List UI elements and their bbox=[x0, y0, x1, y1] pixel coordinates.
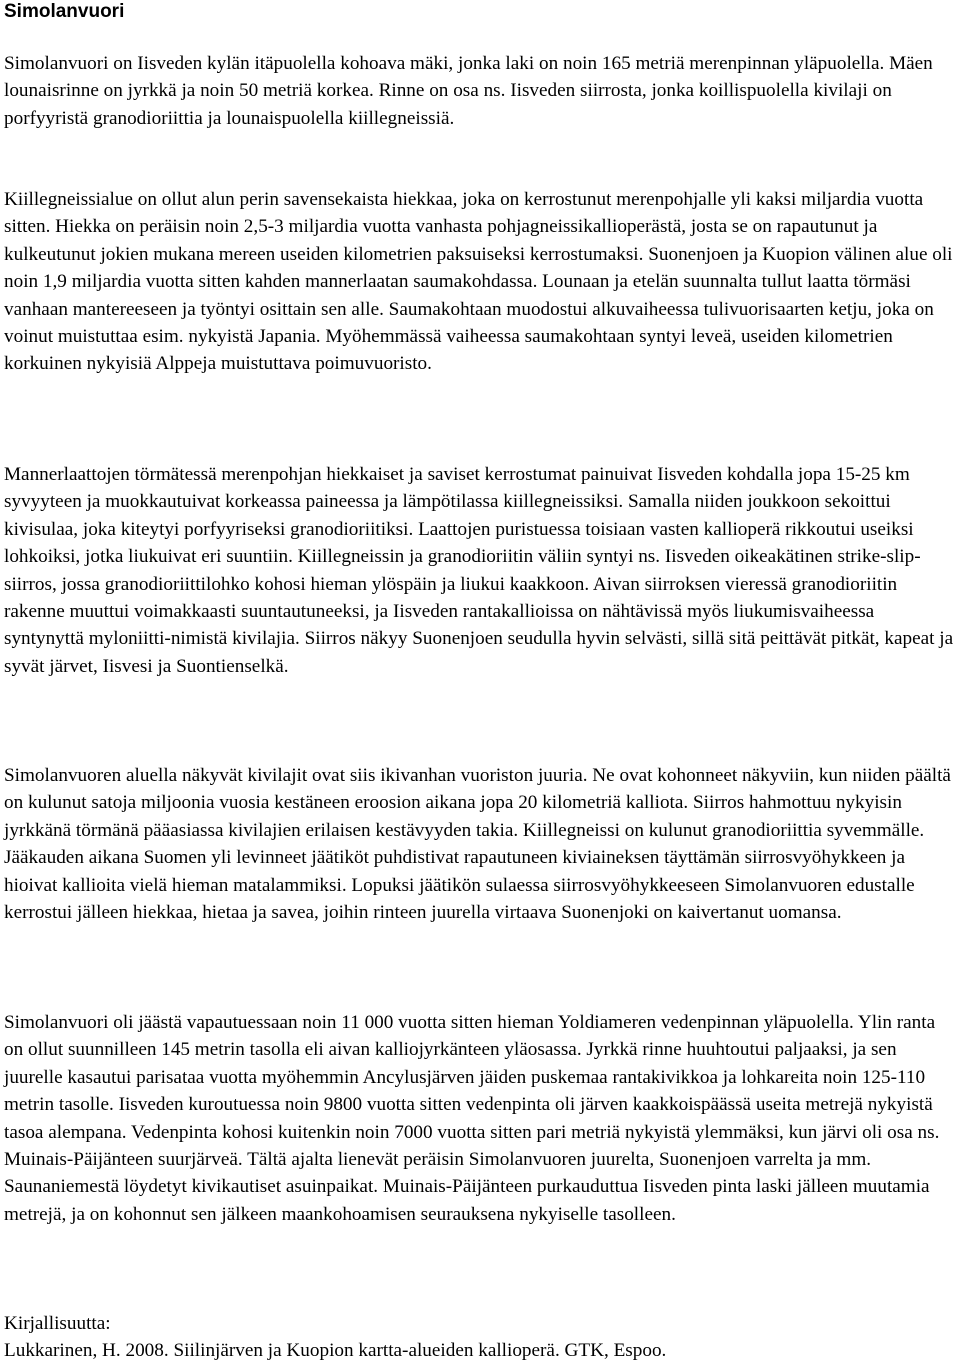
document-page bbox=[4, 0, 956, 1362]
paragraph-intro: Simolanvuori on Iisveden kylän itäpuolella kohoava mäki, jonka laki on noin 165 metriä merenpinnan yläpuolella. Mäen lounaisrinne on jyrkkä ja noin 50 metriä korkea. Rinne on osa ns. Iisveden siirrosta, jonka koillispuolella kivilaji on porfyyristä granodioriittia ja lounaispuolella kiillegneissiä. bbox=[4, 53, 933, 129]
reference-entry: Lukkarinen, H. 2008. Siilinjärven ja Kuopion kartta-alueiden kallioperä. GTK, Espoo. bbox=[4, 1340, 667, 1362]
references-section bbox=[4, 1310, 666, 1365]
paragraph-mannerlaatat: Mannerlaattojen törmätessä merenpohjan hiekkaiset ja saviset kerrostumat painuivat Iisveden kohdalla jopa 15-25 km syvyyteen ja muokkautuivat korkeassa paineessa ja lämpötilassa kiillegneissiksi. Samalla niiden joukkoon sekoittui kivisulaa, joka kiteytyi porfyyriseksi granodioriitiksi. Laattojen puristuessa toisiaan vasten kallioperä rikkoutui useiksi lohkoiksi, jotka liukuivat eri suuntiin. Kiillegneissin ja granodioriitin väliin syntyi ns. Iisveden oikeakätinen strike-slip-siirros, jossa granodioriittilohko kohosi hieman ylöspäin ja liukui kaakkoon. Aivan siirroksen vieressä granodioriitin rakenne muuttui voimakkaasti suuntautuneeksi, ja Iisveden rantakallioissa on nähtävissä myös liukumisvaiheessa syntynyttä myloniitti-nimistä kivilajia. Siirros näkyy Suonenjoen seudulla hyvin selvästi, sillä sitä peittävät pitkät, kapeat ja syvät järvet, Iisvesi ja Suontienselkä. bbox=[4, 464, 954, 677]
paragraph-kiillegneissi: Kiillegneissialue on ollut alun perin savensekaista hiekkaa, joka on kerrostunut merenpohjalle yli kaksi miljardia vuotta sitten. Hiekka on peräisin noin 2,5-3 miljardia vuotta vanhasta pohjagneissikallioperästä, josta se on rapautunut ja kulkeutunut jokien mukana mereen useiden kilometrien paksuiseksi kerrostumaksi. Suonenjoen ja Kuopion välinen alue oli noin 1,9 miljardia vuotta sitten kahden mannerlaatan saumakohdassa. Lounaan ja etelän suunnalta tullut laatta törmäsi vanhaan mantereeseen ja työntyi osittain sen alle. Saumakohtaan muodostui alkuvaiheessa tulivuorisaarten ketju, joka on voinut muistuttaa esim. nykyistä Japania. Myöhemmässä vaiheessa saumakohtaan syntyi leveä, useiden kilometrien korkuinen nykyisiä Alppeja muistuttava poimuvuoristo. bbox=[4, 189, 953, 375]
page-title: Simolanvuori bbox=[4, 1, 125, 22]
paragraph-vuoriston-juuret: Simolanvuoren aluella näkyvät kivilajit ovat siis ikivanhan vuoriston juuria. Ne ovat kohonneet näkyviin, kun niiden päältä on kulunut satoja miljoonia vuosia kestäneen eroosion aikana jopa 20 kilometriä kalliota. Siirros hahmottuu nykyisin jyrkkänä törmänä pääasiassa kivilajien erilaisen kestävyyden takia. Kiillegneissi on kulunut granodioriittia syvemmälle. Jääkauden aikana Suomen yli levinneet jäätiköt puhdistivat rapautuneen kiviaineksen täyttämän siirrosvyöhykkeen ja hioivat kallioita vielä hieman matalammiksi. Lopuksi jäätikön sulaessa siirrosvyöhykkeeseen Simolanvuoren edustalle kerrostui jälleen hiekkaa, hietaa ja savea, joihin rinteen juurella virtaava Suonenjoki on kaivertanut uomansa. bbox=[4, 765, 951, 924]
references-heading: Kirjallisuutta: bbox=[4, 1313, 111, 1334]
paragraph-jaakausi: Simolanvuori oli jäästä vapautuessaan noin 11 000 vuotta sitten hieman Yoldiameren vedenpinnan yläpuolella. Ylin ranta on ollut suunnilleen 145 metrin tasolla eli aivan kalliojyrkänteen yläosassa. Jyrkkä rinne huuhtoutui paljaaksi, ja sen juurelle kasautui parisataa vuotta myöhemmin Ancylusjärven jäiden puskemaa rantakivikkoa ja lohkareita noin 125-110 metrin tasolle. Iisveden kuroutuessa noin 9800 vuotta sitten vedenpinta oli järven kaakkoispäässä useita metrejä nykyistä tasoa alempana. Vedenpinta kohosi kuitenkin noin 7000 vuotta sitten pari metriä nykyistä ylemmäksi, kun järvi oli osa ns. Muinais-Päijänteen suurjärveä. Tältä ajalta lienevät peräisin Simolanvuoren juurelta, Suonenjoen varrelta ja mm. Saunaniemestä löydetyt kivikautiset asuinpaikat. Muinais-Päijänteen purkauduttua Iisveden pinta laski jälleen muutamia metrejä, ja on kohonnut sen jälkeen maankohoamisen seurauksena nykyiselle tasolleen. bbox=[4, 1012, 940, 1225]
